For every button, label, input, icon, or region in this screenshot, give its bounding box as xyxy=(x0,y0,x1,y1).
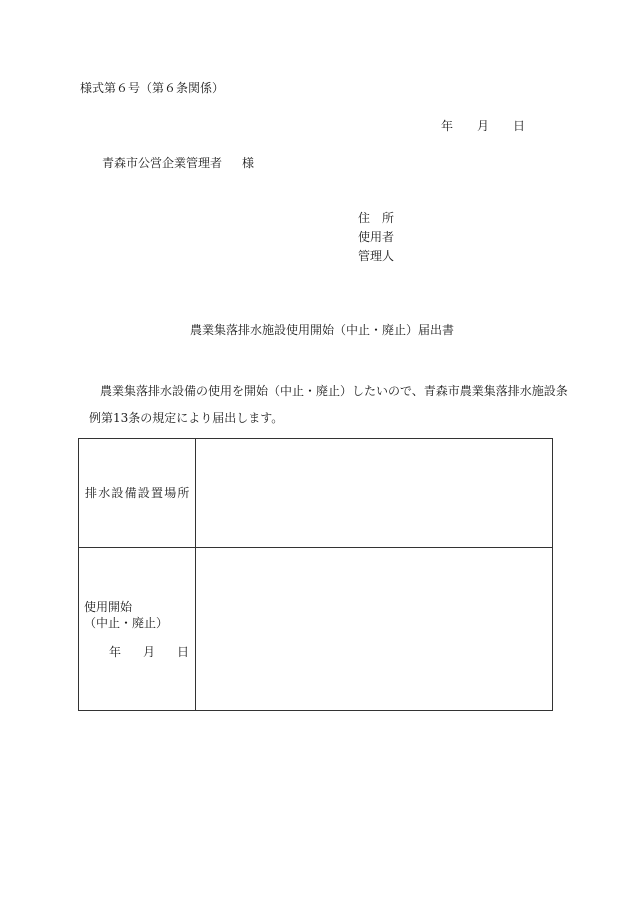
installation-location-label: 排水設備設置場所 xyxy=(85,486,191,500)
date-day: 日 xyxy=(513,119,526,133)
sender-manager-label: 管理人 xyxy=(358,249,395,263)
sender-address-label: 住 所 xyxy=(358,211,395,225)
form-table xyxy=(78,438,553,711)
usage-start-field[interactable] xyxy=(196,548,552,710)
body-text-line-2: 例第13条の規定により届出します。 xyxy=(89,411,284,425)
usage-date-year: 年 xyxy=(109,645,122,659)
body-text-line-1: 農業集落排水設備の使用を開始（中止・廃止）したいので、青森市農業集落排水施設条 xyxy=(100,384,568,398)
submission-date xyxy=(441,120,525,132)
addressee xyxy=(102,157,254,169)
sender-user-label: 使用者 xyxy=(358,230,395,244)
usage-stop-abolish-label: （中止・廃止） xyxy=(84,616,169,630)
document-title: 農業集落排水施設使用開始（中止・廃止）届出書 xyxy=(190,323,455,337)
date-year: 年 xyxy=(441,119,454,133)
usage-date-day: 日 xyxy=(177,645,190,659)
form-number: 様式第６号（第６条関係） xyxy=(80,81,225,95)
usage-date-label xyxy=(109,646,189,658)
addressee-name: 青森市公営企業管理者 xyxy=(102,156,223,170)
addressee-honorific: 様 xyxy=(242,156,255,170)
usage-start-label: 使用開始 xyxy=(84,600,133,614)
date-month: 月 xyxy=(477,119,490,133)
usage-date-month: 月 xyxy=(143,645,156,659)
installation-location-field[interactable] xyxy=(196,439,552,546)
